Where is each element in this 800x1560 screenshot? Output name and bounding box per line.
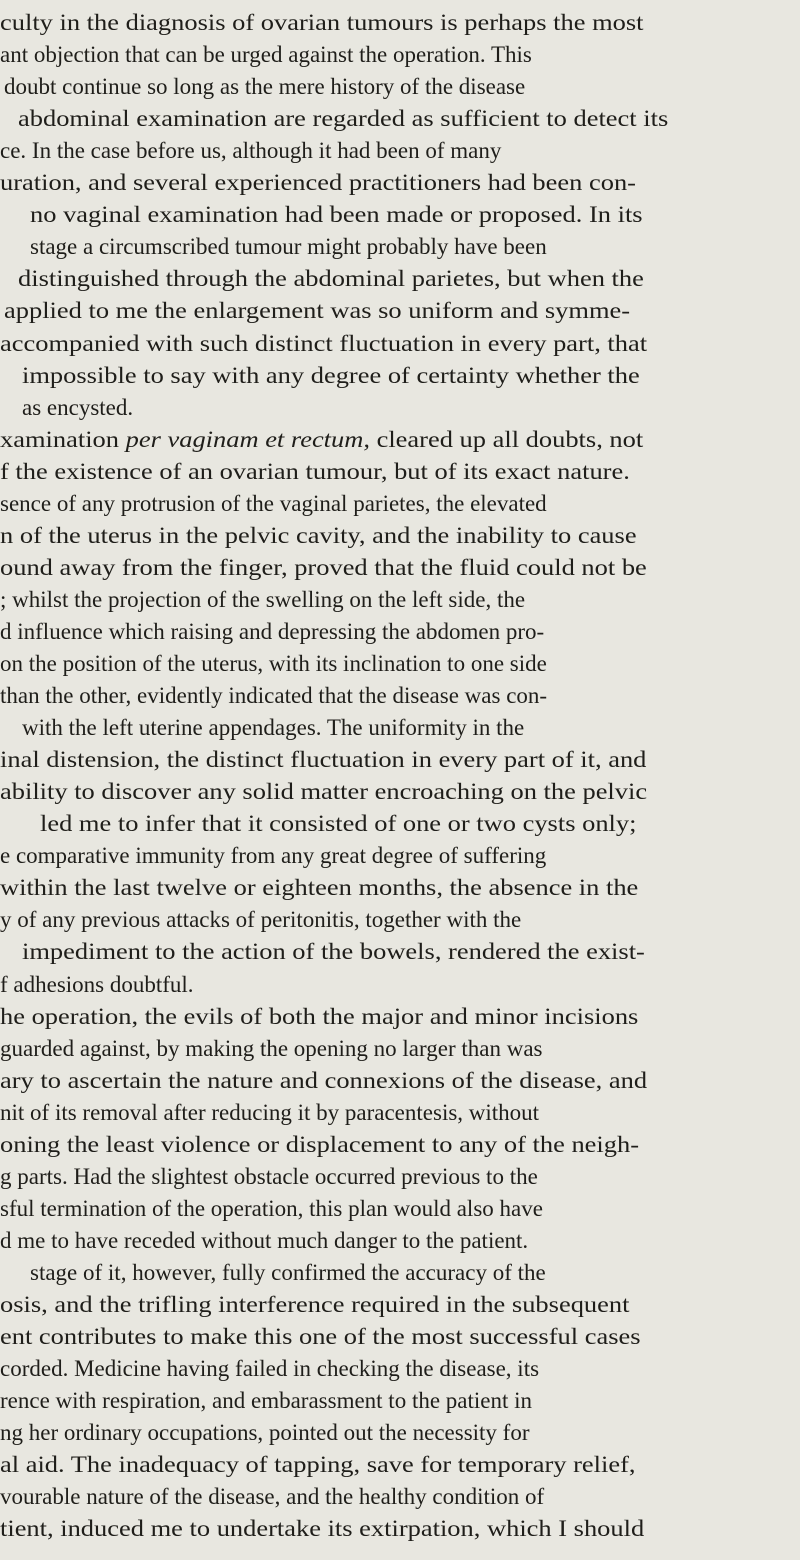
text-line bbox=[0, 1482, 544, 1512]
text-line bbox=[0, 40, 532, 70]
text-line bbox=[18, 264, 644, 294]
line-text: no vaginal examination had been made or proposed. In its bbox=[30, 202, 643, 228]
line-text: abdominal examination are regarded as sufficient to detect its bbox=[18, 106, 669, 132]
line-text: led me to infer that it consisted of one or two cysts only; bbox=[40, 811, 637, 837]
line-text: vourable nature of the disease, and the healthy condition of bbox=[0, 1484, 545, 1510]
line-text: impediment to the action of the bowels, rendered the exist- bbox=[22, 939, 645, 965]
text-line bbox=[0, 425, 643, 455]
text-line bbox=[0, 553, 647, 583]
text-line bbox=[18, 104, 668, 134]
text-line bbox=[22, 713, 524, 743]
text-line bbox=[40, 809, 636, 839]
text-line bbox=[0, 1386, 532, 1416]
line-text: culty in the diagnosis of ovarian tumours is perhaps the most bbox=[0, 10, 644, 35]
text-line bbox=[0, 489, 547, 519]
line-text: guarded against, by making the opening no larger than was bbox=[0, 1035, 543, 1061]
text-line bbox=[0, 1226, 528, 1256]
text-line bbox=[22, 361, 640, 391]
text-line bbox=[30, 1258, 546, 1288]
line-text: f adhesions doubtful. bbox=[0, 971, 194, 997]
line-text: sence of any protrusion of the vaginal parietes, the elevated bbox=[0, 490, 547, 516]
text-line bbox=[0, 1098, 539, 1128]
line-text: distinguished through the abdominal parietes, but when the bbox=[18, 266, 644, 292]
line-text: corded. Medicine having failed in checking the disease, its bbox=[0, 1356, 540, 1382]
text-line bbox=[0, 1034, 543, 1064]
line-text: accompanied with such distinct fluctuation in every part, that bbox=[0, 330, 648, 356]
text-line bbox=[0, 777, 647, 807]
text-line bbox=[0, 1514, 644, 1544]
line-text: sful termination of the operation, this plan would also have bbox=[0, 1195, 543, 1221]
line-text: y of any previous attacks of peritonitis, together with the bbox=[0, 907, 522, 933]
text-line bbox=[0, 905, 521, 935]
text-line bbox=[0, 1002, 638, 1032]
text-line bbox=[0, 649, 547, 679]
text-line bbox=[0, 521, 637, 551]
line-text: inal distension, the distinct fluctuation in every part of it, and bbox=[0, 747, 647, 773]
line-text: g parts. Had the slightest obstacle occurred previous to the bbox=[0, 1163, 538, 1189]
line-text: stage of it, however, fully confirmed the accuracy of the bbox=[30, 1259, 546, 1285]
line-text: ound away from the finger, proved that the fluid could not be bbox=[0, 554, 647, 580]
line-text: nit of its removal after reducing it by paracentesis, without bbox=[0, 1099, 540, 1125]
line-text: within the last twelve or eighteen months, the absence in the bbox=[0, 875, 639, 901]
line-text: ent contributes to make this one of the most successful cases bbox=[0, 1324, 641, 1349]
line-text: ce. In the case before us, although it had been of many bbox=[0, 138, 502, 164]
text-line bbox=[4, 72, 525, 102]
text-line bbox=[0, 873, 638, 903]
text-line bbox=[0, 970, 194, 1000]
line-text: impossible to say with any degree of certainty whether the bbox=[22, 362, 640, 388]
line-text: as encysted. bbox=[22, 394, 134, 420]
line-text: uration, and several experienced practitioners had been con- bbox=[0, 170, 636, 196]
text-line bbox=[0, 1130, 639, 1160]
line-text: cleared up all doubts, not bbox=[369, 426, 644, 452]
text-line bbox=[30, 200, 643, 230]
line-text: e comparative immunity from any great degree of suffering bbox=[0, 843, 547, 869]
line-text: f the existence of an ovarian tumour, but of its exact nature. bbox=[0, 458, 630, 484]
text-line bbox=[0, 617, 544, 647]
line-text: n of the uterus in the pelvic cavity, and the inability to cause bbox=[0, 522, 637, 548]
line-text: oning the least violence or displacement to any of the neigh- bbox=[0, 1131, 640, 1157]
line-text: d influence which raising and depressing the abdomen pro- bbox=[0, 618, 545, 644]
line-text: osis, and the trifling interference required in the subsequent bbox=[0, 1292, 630, 1317]
text-line bbox=[0, 1354, 539, 1384]
text-line bbox=[0, 681, 547, 711]
line-text: stage a circumscribed tumour might probably have been bbox=[30, 234, 547, 260]
line-text: xamination bbox=[0, 426, 126, 452]
line-text: applied to me the enlargement was so uniform and symme- bbox=[4, 298, 631, 324]
line-text: with the left uterine appendages. The uniformity in the bbox=[22, 715, 525, 741]
line-text: ary to ascertain the nature and connexions of the disease, and bbox=[0, 1067, 648, 1093]
text-line bbox=[0, 457, 630, 487]
text-line bbox=[0, 1450, 636, 1480]
line-text: doubt continue so long as the mere history of the disease bbox=[4, 74, 526, 100]
text-line bbox=[0, 136, 501, 166]
line-text: rence with respiration, and embarassment to the patient in bbox=[0, 1388, 533, 1414]
text-line bbox=[22, 393, 133, 423]
text-line bbox=[0, 1418, 530, 1448]
text-line bbox=[0, 168, 636, 198]
line-text: d me to have receded without much danger to the patient. bbox=[0, 1227, 529, 1253]
line-text: ability to discover any solid matter encroaching on the pelvic bbox=[0, 779, 648, 805]
text-line bbox=[0, 1066, 647, 1096]
text-line bbox=[0, 745, 646, 775]
text-line bbox=[0, 1194, 543, 1224]
line-text: tient, induced me to undertake its extirpation, which I should bbox=[0, 1516, 645, 1542]
text-line bbox=[30, 232, 547, 262]
line-text: ng her ordinary occupations, pointed out the necessity for bbox=[0, 1420, 530, 1446]
text-line bbox=[0, 1322, 641, 1352]
line-text: he operation, the evils of both the major and minor incisions bbox=[0, 1003, 639, 1029]
text-line bbox=[0, 8, 644, 38]
text-line bbox=[0, 841, 546, 871]
text-line bbox=[0, 1290, 629, 1320]
line-text: ant objection that can be urged against the operation. This bbox=[0, 42, 532, 67]
text-line bbox=[4, 296, 630, 326]
text-line bbox=[0, 329, 647, 359]
italic-phrase: per vaginam et rectum, bbox=[125, 426, 370, 452]
line-text: al aid. The inadequacy of tapping, save for temporary relief, bbox=[0, 1452, 636, 1478]
line-text: on the position of the uterus, with its inclination to one side bbox=[0, 651, 547, 676]
text-line bbox=[0, 585, 525, 615]
line-text: than the other, evidently indicated that the disease was con- bbox=[0, 683, 548, 708]
text-line bbox=[22, 937, 645, 967]
text-line bbox=[0, 1162, 538, 1192]
line-text: ; whilst the projection of the swelling on the left side, the bbox=[0, 586, 526, 612]
